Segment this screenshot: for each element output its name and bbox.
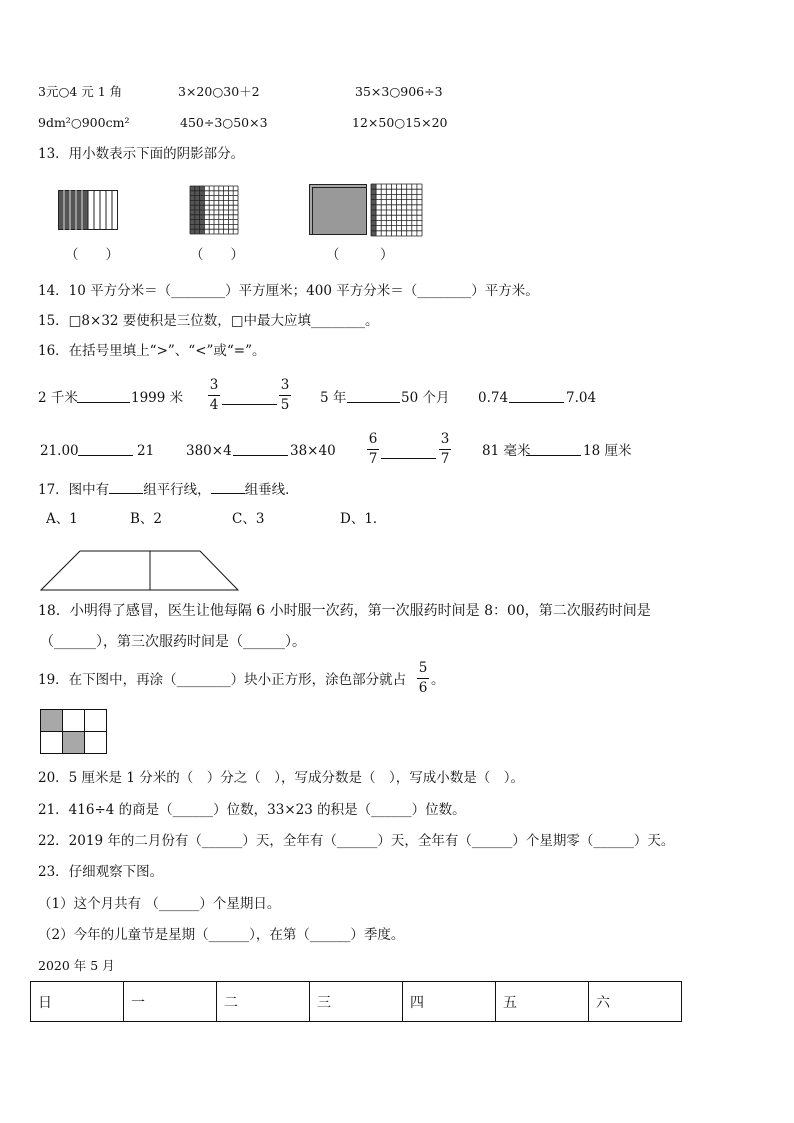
question-16: 16．在括号里填上“>”、“<”或“=”。 [38, 343, 266, 359]
compare-left: 2 千米 [38, 390, 78, 406]
fraction: 3 4 [209, 377, 219, 413]
weekday-cell: 二 [217, 982, 310, 1022]
compare-left: 21.00 [40, 443, 79, 459]
answer-blank[interactable] [78, 443, 133, 456]
compare-item: 450÷3○50×3 [180, 115, 268, 130]
question-17: 17．图中有 组平行线， 组垂线． [38, 482, 299, 498]
question-18: 18．小明得了感冒，医生让他每隔 6 小时服一次药，第一次服药时间是 8：00，第二次服药时间是 [38, 603, 651, 619]
compare-left: 81 毫米 [482, 443, 531, 459]
weekday-cell: 六 [589, 982, 682, 1022]
question-21: 21．416÷4 的商是（______）位数，33×23 的积是（______）位数。 [38, 802, 466, 818]
calendar-header-row [31, 982, 682, 1022]
calendar-title: 2020 年 5 月 [38, 958, 115, 973]
answer-blank[interactable] [509, 390, 564, 403]
q17-trapezoid-figure [40, 550, 240, 592]
question-19: 19．在下图中，再涂（________）块小正方形，涂色部分就占 [38, 672, 407, 688]
answer-blank[interactable] [381, 446, 436, 459]
compare-right: 7.04 [566, 390, 597, 406]
option-d[interactable]: D、1． [340, 511, 387, 527]
weekday-cell: 五 [496, 982, 589, 1022]
question-23-2: （2）今年的儿童节是星期（______），在第（______）季度。 [38, 927, 405, 943]
compare-left: 0.74 [478, 390, 509, 406]
compare-item: 9dm²○900cm² [38, 115, 130, 130]
compare-item: 3×20○30＋2 [178, 84, 260, 99]
answer-blank[interactable]: （ ） [65, 247, 119, 263]
weekday-cell: 四 [403, 982, 496, 1022]
question-20: 20．5 厘米是 1 分米的（ ）分之（ ），写成分数是（ ），写成小数是（ ）。 [38, 770, 524, 786]
compare-item: 3元○4 元 1 角 [38, 84, 123, 99]
answer-blank[interactable] [222, 392, 277, 405]
question-18-line2: （______），第三次服药时间是（______）。 [40, 634, 306, 650]
weekday-cell: 三 [310, 982, 403, 1022]
q19-grid-figure [40, 709, 108, 755]
question-22: 22．2019 年的二月份有（______）天，全年有（______）天，全年有（______）个星期零（______）天。 [38, 833, 675, 849]
q13-hundred-grid-2 [371, 184, 422, 236]
q13-bar-figure [58, 190, 118, 230]
question-15: 15．□8×32 要使积是三位数，□中最大应填________。 [38, 313, 379, 329]
compare-left: 5 年 [320, 390, 347, 406]
answer-blank[interactable] [347, 390, 400, 403]
answer-blank[interactable] [233, 443, 288, 456]
weekday-cell: 日 [31, 982, 124, 1022]
fraction-five-sixths: 5 6 [418, 660, 428, 696]
compare-right: 1999 米 [131, 390, 184, 406]
fraction: 3 5 [280, 377, 290, 413]
question-14: 14．10 平方分米＝（________）平方厘米；400 平方分米＝（________）平方米。 [38, 283, 539, 299]
compare-right: 21 [137, 443, 155, 459]
compare-right: 18 厘米 [583, 443, 632, 459]
answer-blank[interactable] [77, 390, 130, 403]
compare-left: 380×4 [186, 443, 232, 459]
compare-right: 50 个月 [401, 390, 450, 406]
calendar-table [30, 981, 682, 1022]
fraction: 3 7 [440, 431, 450, 467]
answer-blank[interactable]: （ ） [326, 247, 394, 263]
option-a[interactable]: A、1 [46, 511, 78, 527]
question-23-1: （1）这个月共有 （______）个星期日。 [38, 896, 281, 912]
answer-blank[interactable]: （ ） [190, 247, 244, 263]
answer-blank[interactable] [526, 443, 581, 456]
compare-right: 38×40 [290, 443, 336, 459]
weekday-cell: 一 [124, 982, 217, 1022]
compare-item: 35×3○906÷3 [355, 84, 443, 99]
question-19-end: 。 [431, 672, 445, 688]
compare-item: 12×50○15×20 [352, 115, 448, 130]
fraction: 6 7 [368, 431, 378, 467]
option-b[interactable]: B、2 [130, 511, 163, 527]
question-23: 23．仔细观察下图。 [38, 864, 164, 880]
option-c[interactable]: C、3 [232, 511, 265, 527]
q13-full-square [309, 184, 369, 236]
q13-hundred-grid [190, 186, 238, 234]
question-13: 13．用小数表示下面的阴影部分。 [38, 146, 245, 162]
